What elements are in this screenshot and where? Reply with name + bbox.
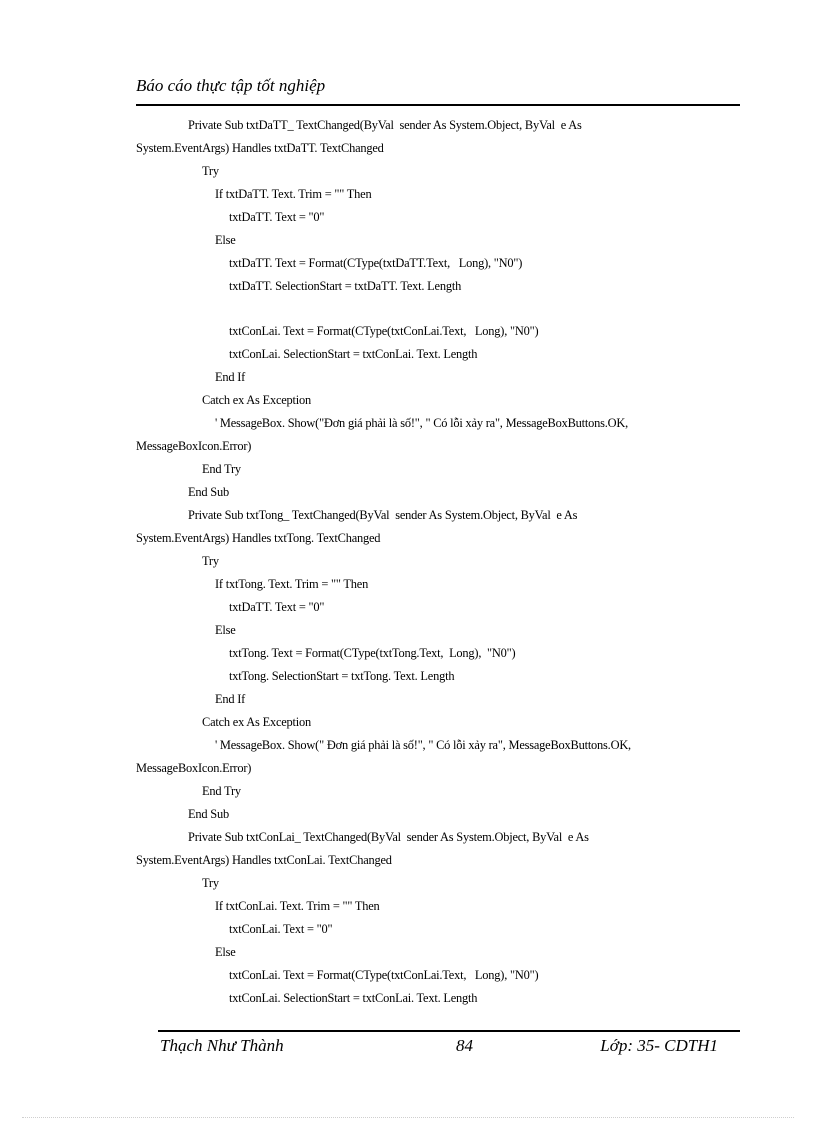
code-line: txtDaTT. Text = "0": [229, 600, 325, 614]
code-line: MessageBoxIcon.Error): [136, 439, 252, 453]
page-footer: [158, 1030, 740, 1062]
code-line: End Try: [202, 462, 241, 476]
code-line: Else: [215, 233, 236, 247]
code-line: Else: [215, 623, 236, 637]
code-line: Else: [215, 945, 236, 959]
code-line: End If: [215, 692, 246, 706]
code-line: txtDaTT. SelectionStart = txtDaTT. Text. Length: [229, 279, 462, 293]
code-line: If txtTong. Text. Trim = "" Then: [215, 577, 369, 591]
code-line: Private Sub txtTong_ TextChanged(ByVal sender As System.Object, ByVal e As: [188, 508, 578, 522]
page-edge-divider: [22, 1117, 794, 1118]
code-line: System.EventArgs) Handles txtDaTT. TextChanged: [136, 141, 384, 155]
page-number: 84: [456, 1036, 473, 1055]
code-line: Try: [202, 876, 219, 890]
code-line: End Sub: [188, 485, 229, 499]
footer-class-label: Lớp: 35- CDTH1: [600, 1036, 718, 1055]
code-line: MessageBoxIcon.Error): [136, 761, 252, 775]
code-line: txtTong. SelectionStart = txtTong. Text. Length: [229, 669, 455, 683]
code-line: ' MessageBox. Show("Đơn giá phải là số!", " Có lỗi xảy ra", MessageBoxButtons.OK,: [215, 416, 629, 430]
page-header: [136, 74, 740, 106]
code-line: End If: [215, 370, 246, 384]
footer-author: Thạch Như Thành: [160, 1036, 284, 1055]
code-line: txtConLai. SelectionStart = txtConLai. Text. Length: [229, 991, 478, 1005]
code-line: txtDaTT. Text = "0": [229, 210, 325, 224]
code-line: txtTong. Text = Format(CType(txtTong.Text, Long), "N0"): [229, 646, 516, 660]
code-line: Catch ex As Exception: [202, 393, 312, 407]
code-line: Catch ex As Exception: [202, 715, 312, 729]
code-line: txtConLai. SelectionStart = txtConLai. Text. Length: [229, 347, 478, 361]
code-line: End Sub: [188, 807, 229, 821]
report-title: Báo cáo thực tập tốt nghiệp: [136, 76, 326, 95]
code-line: Try: [202, 164, 219, 178]
code-line: If txtConLai. Text. Trim = "" Then: [215, 899, 380, 913]
code-line: ' MessageBox. Show(" Đơn giá phải là số!", " Có lỗi xảy ra", MessageBoxButtons.OK,: [215, 738, 631, 752]
code-line: txtConLai. Text = Format(CType(txtConLai.Text, Long), "N0"): [229, 968, 539, 982]
code-line: txtConLai. Text = Format(CType(txtConLai.Text, Long), "N0"): [229, 324, 539, 338]
code-line: txtDaTT. Text = Format(CType(txtDaTT.Text, Long), "N0"): [229, 256, 523, 270]
code-line: If txtDaTT. Text. Trim = "" Then: [215, 187, 372, 201]
code-line: Private Sub txtDaTT_ TextChanged(ByVal sender As System.Object, ByVal e As: [188, 118, 582, 132]
code-line: Try: [202, 554, 219, 568]
code-line: txtConLai. Text = "0": [229, 922, 333, 936]
code-line: System.EventArgs) Handles txtConLai. TextChanged: [136, 853, 392, 867]
code-line: End Try: [202, 784, 241, 798]
code-line: Private Sub txtConLai_ TextChanged(ByVal sender As System.Object, ByVal e As: [188, 830, 589, 844]
code-line: System.EventArgs) Handles txtTong. TextChanged: [136, 531, 381, 545]
